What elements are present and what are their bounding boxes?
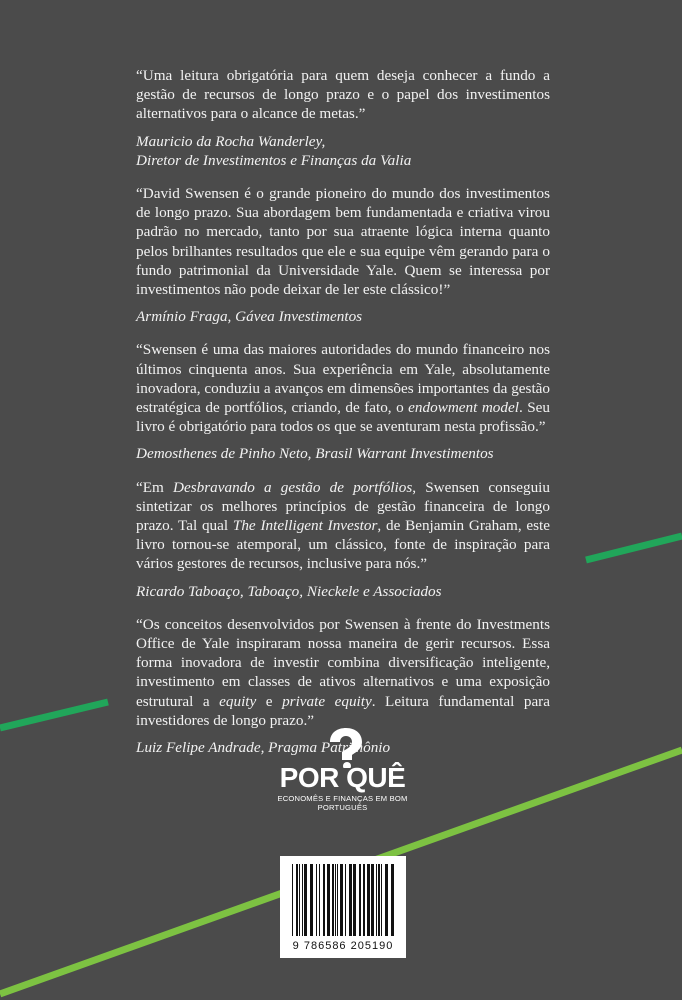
publisher-tagline: ECONOMÊS E FINANÇAS EM BOM PORTUGUÊS (277, 794, 408, 812)
barcode-bar (391, 864, 394, 936)
quote-text: “Uma leitura obrigatória para quem deseja conhecer a fundo a gestão de recursos de longo prazo e o papel dos investimentos alternativos para o alcance de metas.” (136, 67, 550, 123)
barcode-bar (337, 864, 338, 936)
testimonial-quote (136, 478, 550, 574)
testimonial (136, 478, 550, 601)
barcode-digits: 9 786586 205190 (292, 940, 394, 952)
author-line: Armínio Fraga, Gávea Investimentos (136, 308, 363, 326)
testimonial (136, 66, 550, 170)
author-line: Diretor de Investimentos e Finanças da Valia (136, 151, 412, 169)
author-line: Luiz Felipe Andrade, Pragma Patrimônio (136, 739, 391, 757)
barcode-bar (335, 864, 336, 936)
barcode-bar (327, 864, 330, 936)
quote-italic-text: Desbravando a gestão de portfólios (173, 478, 413, 496)
testimonial-author (136, 307, 550, 326)
barcode-bars (280, 856, 406, 940)
quote-italic-text: endowment model (408, 399, 519, 417)
quote-text: , de Benjamin Graham, este livro tornou-se atemporal, um clássico, fonte de inspiração para vários gestores de recursos, inclusive para nós.” (136, 517, 550, 573)
barcode-bar (367, 864, 370, 936)
publisher-logo-text: POR QUÊ (279, 762, 406, 793)
barcode-bar (296, 864, 298, 936)
testimonial (136, 184, 550, 326)
barcode-bar (304, 864, 307, 936)
barcode-bar (319, 864, 320, 936)
barcode-bar (316, 864, 317, 936)
testimonials (136, 66, 550, 771)
barcode-bar (363, 864, 365, 936)
quote-text: , Swensen conseguiu sintetizar os melhores princípios de gestão financeira de longo prazo. Tal qual (136, 478, 550, 535)
green-stripe-left (0, 702, 108, 728)
testimonial (136, 340, 550, 463)
quote-italic-text: private equity (282, 692, 372, 710)
quote-italic-text: equity (219, 692, 257, 710)
testimonial-author (136, 582, 550, 601)
barcode-bar (376, 864, 377, 936)
author-line: Demosthenes de Pinho Neto, Brasil Warrant Investimentos (136, 445, 494, 463)
author-line: Ricardo Taboaço, Taboaço, Nieckele e Associados (136, 582, 442, 600)
quote-text: “Em (136, 478, 174, 496)
barcode-bar (353, 864, 356, 936)
quote-text: “Swensen é uma das maiores autoridades do mundo financeiro nos últimos cinquenta anos. Sua experiência em Yale, absolutamente inovadora, conduziu a avanços em dimensões importantes da gestão estratégica de portfólios, criando, de fato, o (136, 341, 550, 417)
testimonial-quote (136, 340, 550, 436)
testimonial-quote (136, 66, 550, 124)
barcode-bar (349, 864, 352, 936)
green-stripe-upper-right (586, 536, 682, 560)
testimonial-author (136, 132, 550, 170)
testimonial-quote (136, 615, 550, 730)
author-line: Mauricio da Rocha Wanderley, (136, 132, 326, 150)
barcode-bar (323, 864, 325, 936)
barcode-bar (381, 864, 382, 936)
barcode-bar (359, 864, 361, 936)
quote-text: “Os conceitos desenvolvidos por Swensen à frente do Investments Office de Yale inspiraram nossa maneira de gerir recursos. Essa forma inovadora de investir combina diversificação inteligente, investimento em classes de ativos alternativos e uma exposição estrutural a (136, 615, 550, 710)
quote-italic-text: The Intelligent Investor (232, 517, 378, 535)
quote-text: e (256, 692, 283, 710)
quote-text: . Seu livro é obrigatório para todos os que se aventuram nesta profissão.” (136, 399, 551, 436)
barcode-bar (340, 864, 343, 936)
quote-text: “David Swensen é o grande pioneiro do mundo dos investimentos de longo prazo. Sua abordagem bem fundamentada e criativa virou padrão no mercado, tanto por sua atraente lógica interna quanto pelos brilhantes resultados que ele e sua equipe vêm gerando para o fundo patrimonial da Universidade Yale. Quem se interessa por investimentos não pode deixar de ler este clássico!” (136, 185, 550, 299)
barcode-bar (310, 864, 313, 936)
testimonial-quote (136, 184, 550, 299)
barcode-bar (302, 864, 303, 936)
quote-text: . Leitura fundamental para investidores de longo prazo.” (136, 692, 550, 729)
barcode-bar (292, 864, 293, 936)
barcode-bar (378, 864, 380, 936)
barcode-bar (345, 864, 346, 936)
barcode-bar (299, 864, 300, 936)
barcode-bar (332, 864, 334, 936)
barcode-bar (371, 864, 374, 936)
testimonial-author (136, 444, 550, 463)
isbn-barcode (280, 856, 406, 958)
barcode-bar (385, 864, 388, 936)
publisher-logo (270, 728, 415, 812)
